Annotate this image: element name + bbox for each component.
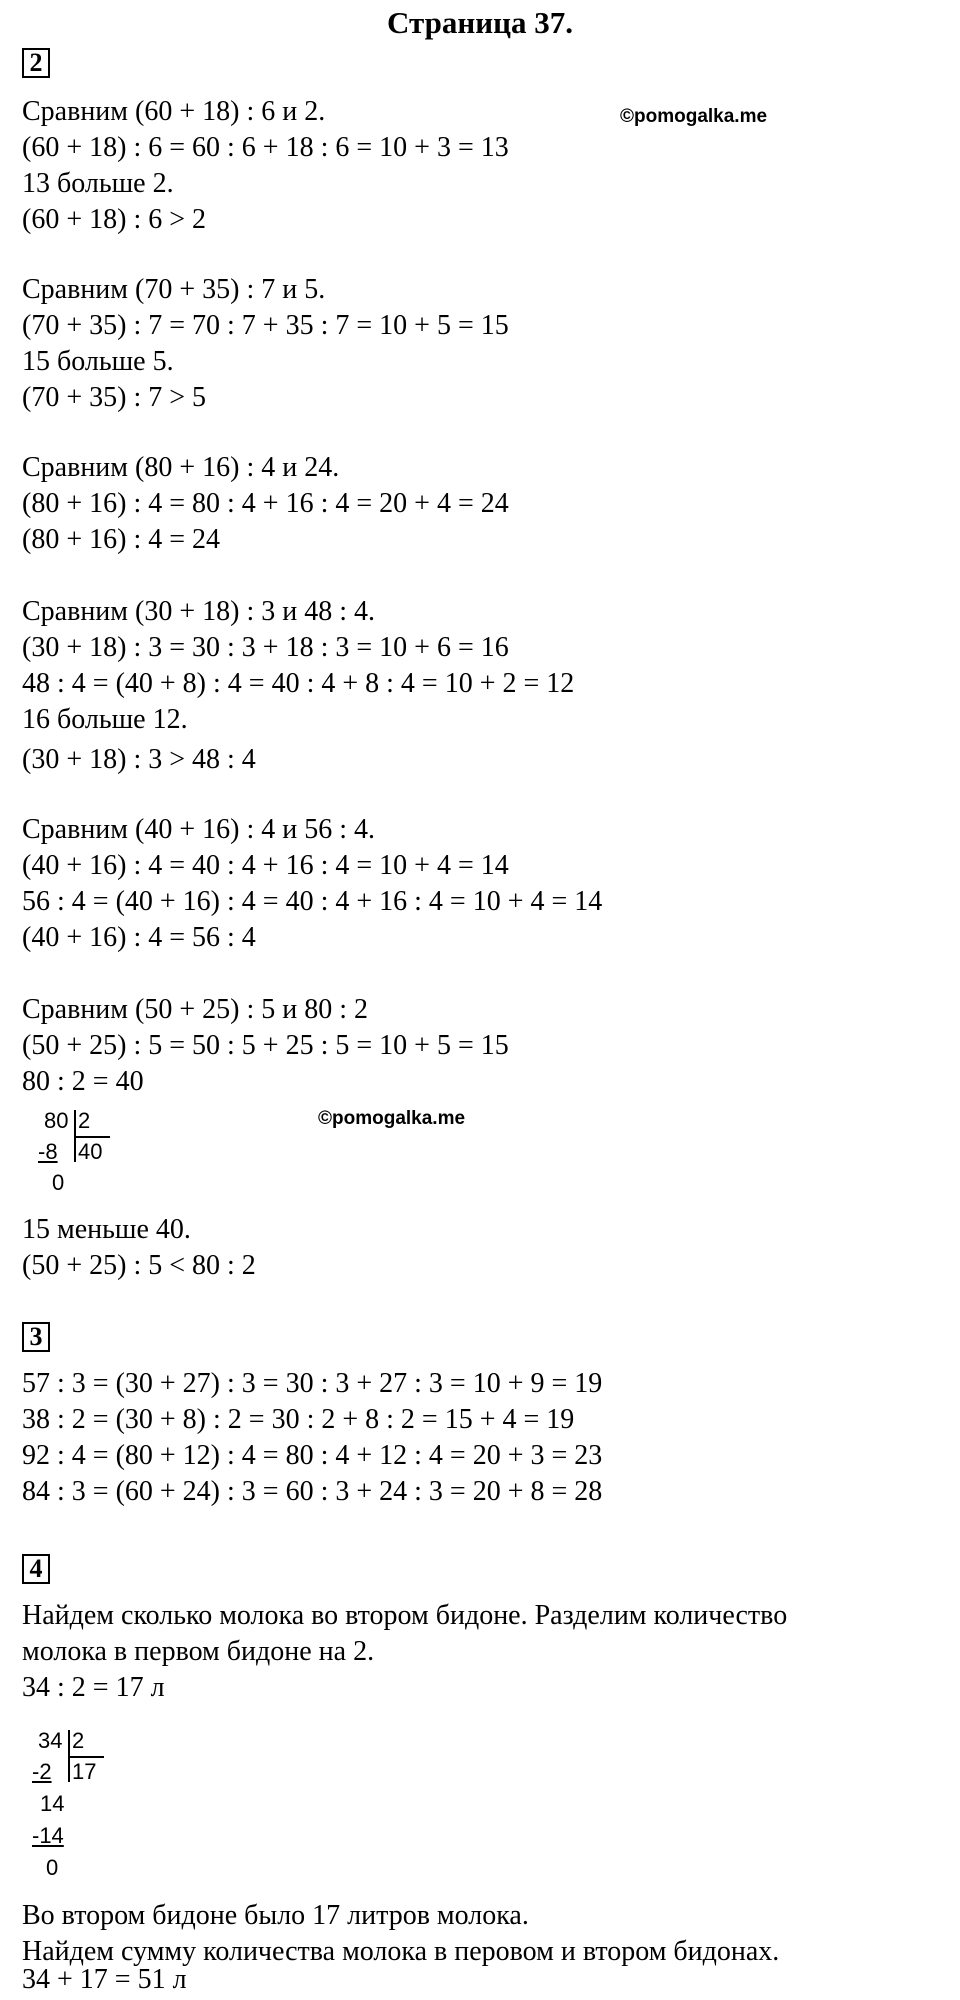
text-line: молока в первом бидоне на 2. xyxy=(22,1636,375,1667)
text-line: (50 + 25) : 5 = 50 : 5 + 25 : 5 = 10 + 5 = 15 xyxy=(22,1030,509,1061)
text-line: Сравним (80 + 16) : 4 и 24. xyxy=(22,452,340,483)
text-line: Во втором бидоне было 17 литров молока. xyxy=(22,1900,529,1931)
long-division xyxy=(38,1108,124,1200)
text-line: (70 + 35) : 7 = 70 : 7 + 35 : 7 = 10 + 5 = 15 xyxy=(22,310,509,341)
text-line: 38 : 2 = (30 + 8) : 2 = 30 : 2 + 8 : 2 = 15 + 4 = 19 xyxy=(22,1404,575,1435)
subtrahend: -2 xyxy=(32,1759,52,1784)
text-line: Найдем сумму количества молока в перовом и втором бидонах. xyxy=(22,1936,780,1967)
division-horizontal-line xyxy=(68,1756,104,1758)
remainder: 0 xyxy=(52,1170,65,1195)
text-line: (60 + 18) : 6 = 60 : 6 + 18 : 6 = 10 + 3 = 13 xyxy=(22,132,509,163)
text-line: 15 меньше 40. xyxy=(22,1214,191,1245)
task-number-box: 2 xyxy=(22,48,50,78)
text-line: 34 + 17 = 51 л xyxy=(22,1964,187,1995)
text-line: Сравним (70 + 35) : 7 и 5. xyxy=(22,274,326,305)
text-line: 84 : 3 = (60 + 24) : 3 = 60 : 3 + 24 : 3 = 20 + 8 = 28 xyxy=(22,1476,603,1507)
text-line: 56 : 4 = (40 + 16) : 4 = 40 : 4 + 16 : 4 = 10 + 4 = 14 xyxy=(22,886,603,917)
text-line: (80 + 16) : 4 = 80 : 4 + 16 : 4 = 20 + 4 = 24 xyxy=(22,488,509,519)
text-line: Сравним (30 + 18) : 3 и 48 : 4. xyxy=(22,596,375,627)
text-line: (80 + 16) : 4 = 24 xyxy=(22,524,221,555)
remainder: 0 xyxy=(46,1855,59,1880)
long-division xyxy=(32,1728,118,1890)
text-line: Сравним (50 + 25) : 5 и 80 : 2 xyxy=(22,994,368,1025)
text-line: (40 + 16) : 4 = 40 : 4 + 16 : 4 = 10 + 4 = 14 xyxy=(22,850,509,881)
page-title: Страница 37. xyxy=(387,5,573,40)
text-line: Сравним (60 + 18) : 6 и 2. xyxy=(22,96,326,127)
text-line: 16 больше 12. xyxy=(22,704,188,735)
task-number-box: 4 xyxy=(22,1554,50,1584)
subtrahend: -14 xyxy=(32,1823,64,1848)
partial-dividend: 14 xyxy=(40,1791,65,1816)
text-line: (50 + 25) : 5 < 80 : 2 xyxy=(22,1250,256,1281)
dividend: 80 xyxy=(44,1108,69,1133)
division-horizontal-line xyxy=(74,1136,110,1138)
text-line: 13 больше 2. xyxy=(22,168,174,199)
text-line: 48 : 4 = (40 + 8) : 4 = 40 : 4 + 8 : 4 = 10 + 2 = 12 xyxy=(22,668,575,699)
divisor: 2 xyxy=(78,1108,91,1133)
task-number-box: 3 xyxy=(22,1322,50,1352)
text-line: Найдем сколько молока во втором бидоне. Разделим количество xyxy=(22,1600,788,1631)
text-line: (60 + 18) : 6 > 2 xyxy=(22,204,207,235)
text-line: 34 : 2 = 17 л xyxy=(22,1672,165,1703)
quotient: 40 xyxy=(78,1139,103,1164)
divisor: 2 xyxy=(72,1728,85,1753)
subtrahend: -8 xyxy=(38,1139,58,1164)
text-line: (30 + 18) : 3 > 48 : 4 xyxy=(22,744,256,775)
text-line: (70 + 35) : 7 > 5 xyxy=(22,382,207,413)
text-line: (40 + 16) : 4 = 56 : 4 xyxy=(22,922,256,953)
text-line: Сравним (40 + 16) : 4 и 56 : 4. xyxy=(22,814,375,845)
text-line: 80 : 2 = 40 xyxy=(22,1066,144,1097)
watermark: ©pomogalka.me xyxy=(620,106,768,127)
text-line: 57 : 3 = (30 + 27) : 3 = 30 : 3 + 27 : 3 = 10 + 9 = 19 xyxy=(22,1368,603,1399)
text-line: (30 + 18) : 3 = 30 : 3 + 18 : 3 = 10 + 6 = 16 xyxy=(22,632,509,663)
text-line: 15 больше 5. xyxy=(22,346,174,377)
text-line: 92 : 4 = (80 + 12) : 4 = 80 : 4 + 12 : 4 = 20 + 3 = 23 xyxy=(22,1440,603,1471)
quotient: 17 xyxy=(72,1759,97,1784)
dividend: 34 xyxy=(38,1728,63,1753)
watermark: ©pomogalka.me xyxy=(318,1108,466,1129)
